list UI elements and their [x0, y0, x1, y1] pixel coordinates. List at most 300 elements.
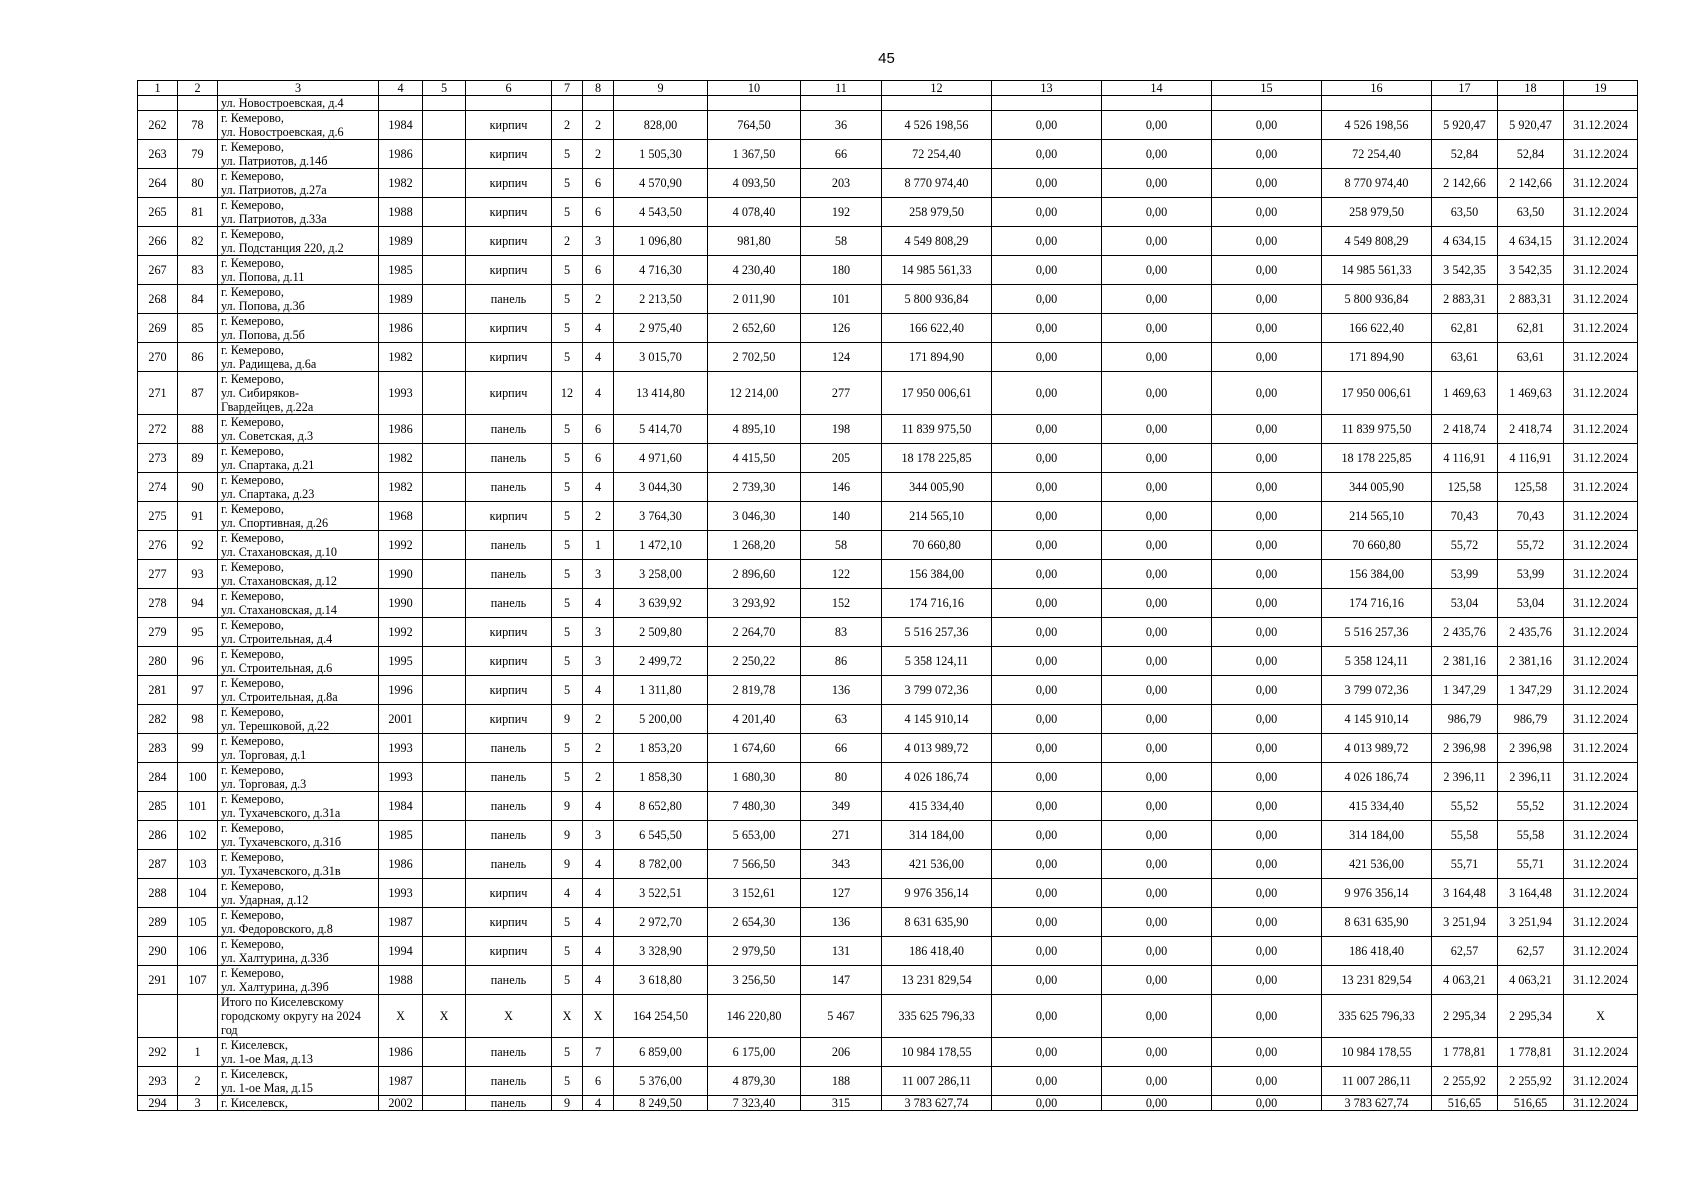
- address-line: ул. Спартака, д.21: [221, 458, 315, 472]
- address-line: ул. Радищева, д.6а: [221, 357, 317, 371]
- deadline: 31.12.2024: [1564, 198, 1638, 227]
- area-total: 5 376,00: [614, 1067, 708, 1096]
- entrances: 4: [583, 473, 614, 502]
- funds-16: 344 005,90: [1322, 473, 1432, 502]
- funds-16: 18 178 225,85: [1322, 444, 1432, 473]
- row-number: 287: [138, 850, 178, 879]
- funds-13: 0,00: [992, 1096, 1102, 1111]
- row-number: 279: [138, 618, 178, 647]
- area-total: 6 859,00: [614, 1038, 708, 1067]
- area-total: 3 015,70: [614, 343, 708, 372]
- floors: 5: [552, 285, 583, 314]
- area-living: 1 268,20: [708, 531, 801, 560]
- address-line: г. Кемерово,: [221, 198, 284, 212]
- table-row: [138, 618, 1638, 647]
- year: 1982: [379, 444, 423, 473]
- year: 1982: [379, 473, 423, 502]
- local-number: 78: [178, 111, 218, 140]
- funds-14: 0,00: [1102, 763, 1212, 792]
- deadline: 31.12.2024: [1564, 1067, 1638, 1096]
- area-living: 7 480,30: [708, 792, 801, 821]
- entrances: 2: [583, 502, 614, 531]
- address-line: г. Кемерово,: [221, 879, 284, 893]
- col-5: X: [423, 995, 466, 1038]
- local-number: 86: [178, 343, 218, 372]
- wall-material: панель: [466, 1038, 552, 1067]
- deadline: 31.12.2024: [1564, 111, 1638, 140]
- cost-per-sqm-18: 3 164,48: [1498, 879, 1564, 908]
- funds-16: 70 660,80: [1322, 531, 1432, 560]
- funds-13: 0,00: [992, 821, 1102, 850]
- local-number: 90: [178, 473, 218, 502]
- local-number: 80: [178, 169, 218, 198]
- table-row: [138, 285, 1638, 314]
- residents: 180: [801, 256, 882, 285]
- entrances: 4: [583, 343, 614, 372]
- funds-16: 11 839 975,50: [1322, 415, 1432, 444]
- table-row: [138, 676, 1638, 705]
- cost-per-sqm-17: 3 164,48: [1432, 879, 1498, 908]
- row-number: 274: [138, 473, 178, 502]
- funds-16: 4 013 989,72: [1322, 734, 1432, 763]
- deadline: 31.12.2024: [1564, 444, 1638, 473]
- cost-total: 11 007 286,11: [882, 1067, 992, 1096]
- address-line: ул. Стахановская, д.14: [221, 603, 337, 617]
- area-total: 164 254,50: [614, 995, 708, 1038]
- funds-15: 0,00: [1212, 256, 1322, 285]
- funds-16: 335 625 796,33: [1322, 995, 1432, 1038]
- local-number: 1: [178, 1038, 218, 1067]
- cost-total: 3 799 072,36: [882, 676, 992, 705]
- address: [218, 314, 379, 343]
- address-line: г. Кемерово,: [221, 111, 284, 125]
- address: [218, 966, 379, 995]
- table-row: [138, 198, 1638, 227]
- area-living: 6 175,00: [708, 1038, 801, 1067]
- address-line: ул. Попова, д.11: [221, 270, 305, 284]
- funds-15: 0,00: [1212, 444, 1322, 473]
- funds-14: 0,00: [1102, 314, 1212, 343]
- row-number: 294: [138, 1096, 178, 1111]
- cost-per-sqm-17: 2 295,34: [1432, 995, 1498, 1038]
- address-line: г. Кемерово,: [221, 140, 284, 154]
- year: 2001: [379, 705, 423, 734]
- table-row: [138, 1096, 1638, 1111]
- area-total: 2 499,72: [614, 647, 708, 676]
- funds-15: 0,00: [1212, 1096, 1322, 1111]
- cost-total: 171 894,90: [882, 343, 992, 372]
- address-line: ул. Торговая, д.3: [221, 777, 307, 791]
- area-total: 1 505,30: [614, 140, 708, 169]
- cost-total: 8 631 635,90: [882, 908, 992, 937]
- address: [218, 140, 379, 169]
- funds-15: 0,00: [1212, 415, 1322, 444]
- cost-total: 3 783 627,74: [882, 1096, 992, 1111]
- floors: 5: [552, 169, 583, 198]
- column-number-16: 16: [1322, 81, 1432, 96]
- local-number: 93: [178, 560, 218, 589]
- year: 1986: [379, 850, 423, 879]
- funds-15: 0,00: [1212, 647, 1322, 676]
- local-number: 97: [178, 676, 218, 705]
- address: [218, 343, 379, 372]
- floors: 9: [552, 850, 583, 879]
- area-total: 4 971,60: [614, 444, 708, 473]
- funds-13: 0,00: [992, 1038, 1102, 1067]
- area-total: 1 858,30: [614, 763, 708, 792]
- funds-15: 0,00: [1212, 314, 1322, 343]
- residents: 131: [801, 937, 882, 966]
- address-line: ул. Тухачевского, д.31а: [221, 806, 341, 820]
- funds-14: 0,00: [1102, 850, 1212, 879]
- address-line: ул. Торговая, д.1: [221, 748, 307, 762]
- row-number: 291: [138, 966, 178, 995]
- column-number-4: 4: [379, 81, 423, 96]
- column-number-12: 12: [882, 81, 992, 96]
- address: [218, 473, 379, 502]
- year: 1996: [379, 676, 423, 705]
- year: 1984: [379, 111, 423, 140]
- cost-per-sqm-17: 63,50: [1432, 198, 1498, 227]
- area-living: 4 879,30: [708, 1067, 801, 1096]
- cost-total: 5 358 124,11: [882, 647, 992, 676]
- entrances: 6: [583, 256, 614, 285]
- funds-16: 5 358 124,11: [1322, 647, 1432, 676]
- funds-14: 0,00: [1102, 734, 1212, 763]
- funds-15: 0,00: [1212, 227, 1322, 256]
- cost-per-sqm-17: 2 435,76: [1432, 618, 1498, 647]
- funds-15: 0,00: [1212, 343, 1322, 372]
- address-line: г. Кемерово,: [221, 473, 284, 487]
- cost-per-sqm-18: 62,57: [1498, 937, 1564, 966]
- row-number: 283: [138, 734, 178, 763]
- column-number-7: 7: [552, 81, 583, 96]
- cost-per-sqm-17: 5 920,47: [1432, 111, 1498, 140]
- entrances: 3: [583, 647, 614, 676]
- area-total: 8 782,00: [614, 850, 708, 879]
- deadline: 31.12.2024: [1564, 647, 1638, 676]
- address: [218, 531, 379, 560]
- deadline: 31.12.2024: [1564, 343, 1638, 372]
- table-row: [138, 821, 1638, 850]
- entrances: 2: [583, 763, 614, 792]
- cost-per-sqm-18: 2 381,16: [1498, 647, 1564, 676]
- residents: 315: [801, 1096, 882, 1111]
- continuation-row: [138, 96, 1638, 111]
- area-living: 3 293,92: [708, 589, 801, 618]
- col-5: [423, 343, 466, 372]
- floors: 5: [552, 256, 583, 285]
- funds-16: 258 979,50: [1322, 198, 1432, 227]
- deadline: 31.12.2024: [1564, 560, 1638, 589]
- cost-per-sqm-18: 52,84: [1498, 140, 1564, 169]
- floors: 5: [552, 560, 583, 589]
- wall-material: кирпич: [466, 227, 552, 256]
- page-number: 45: [878, 50, 895, 67]
- deadline: 31.12.2024: [1564, 705, 1638, 734]
- funds-15: 0,00: [1212, 140, 1322, 169]
- wall-material: панель: [466, 763, 552, 792]
- empty-cell: [423, 96, 466, 111]
- residents: 205: [801, 444, 882, 473]
- funds-14: 0,00: [1102, 1038, 1212, 1067]
- funds-16: 314 184,00: [1322, 821, 1432, 850]
- entrances: 3: [583, 618, 614, 647]
- cost-per-sqm-18: 2 418,74: [1498, 415, 1564, 444]
- entrances: 4: [583, 792, 614, 821]
- area-total: 3 328,90: [614, 937, 708, 966]
- funds-16: 72 254,40: [1322, 140, 1432, 169]
- total-row: [138, 995, 1638, 1038]
- col-5: [423, 256, 466, 285]
- residents: 136: [801, 676, 882, 705]
- residents: 122: [801, 560, 882, 589]
- funds-13: 0,00: [992, 850, 1102, 879]
- area-living: 3 046,30: [708, 502, 801, 531]
- entrances: 4: [583, 937, 614, 966]
- empty-cell: [379, 96, 423, 111]
- address-line: ул. Строительная, д.4: [221, 632, 333, 646]
- address-line: ул. Советская, д.3: [221, 429, 314, 443]
- cost-total: 415 334,40: [882, 792, 992, 821]
- wall-material: кирпич: [466, 879, 552, 908]
- cost-per-sqm-17: 4 116,91: [1432, 444, 1498, 473]
- empty-cell: [1102, 96, 1212, 111]
- funds-13: 0,00: [992, 140, 1102, 169]
- table-row: [138, 372, 1638, 415]
- wall-material: кирпич: [466, 111, 552, 140]
- address: [218, 1067, 379, 1096]
- year: 1990: [379, 589, 423, 618]
- funds-13: 0,00: [992, 502, 1102, 531]
- col-5: [423, 1096, 466, 1111]
- column-number-3: 3: [218, 81, 379, 96]
- residents: 127: [801, 879, 882, 908]
- wall-material: кирпич: [466, 705, 552, 734]
- col-5: [423, 560, 466, 589]
- area-total: 4 543,50: [614, 198, 708, 227]
- deadline: 31.12.2024: [1564, 473, 1638, 502]
- address: [218, 618, 379, 647]
- cost-per-sqm-17: 55,58: [1432, 821, 1498, 850]
- deadline: 31.12.2024: [1564, 1096, 1638, 1111]
- local-number: 94: [178, 589, 218, 618]
- cost-total: 4 013 989,72: [882, 734, 992, 763]
- empty-cell: [992, 96, 1102, 111]
- col-5: [423, 937, 466, 966]
- cost-per-sqm-17: 2 142,66: [1432, 169, 1498, 198]
- table-row: [138, 792, 1638, 821]
- cost-per-sqm-17: 1 347,29: [1432, 676, 1498, 705]
- local-number: 106: [178, 937, 218, 966]
- column-number-15: 15: [1212, 81, 1322, 96]
- residents: 124: [801, 343, 882, 372]
- funds-16: 14 985 561,33: [1322, 256, 1432, 285]
- local-number: 99: [178, 734, 218, 763]
- col-5: [423, 676, 466, 705]
- row-number: 264: [138, 169, 178, 198]
- cost-per-sqm-18: 53,04: [1498, 589, 1564, 618]
- floors: 5: [552, 763, 583, 792]
- funds-15: 0,00: [1212, 937, 1322, 966]
- year: 1988: [379, 966, 423, 995]
- cost-per-sqm-18: 4 116,91: [1498, 444, 1564, 473]
- wall-material: панель: [466, 821, 552, 850]
- empty-cell: [552, 96, 583, 111]
- address-line: г. Киселевск,: [221, 1038, 288, 1052]
- funds-16: 186 418,40: [1322, 937, 1432, 966]
- residents: 146: [801, 473, 882, 502]
- table-row: [138, 937, 1638, 966]
- funds-14: 0,00: [1102, 966, 1212, 995]
- table-row: [138, 140, 1638, 169]
- year: 1988: [379, 198, 423, 227]
- empty-cell: [1212, 96, 1322, 111]
- address: [218, 908, 379, 937]
- funds-13: 0,00: [992, 879, 1102, 908]
- cost-per-sqm-17: 2 396,98: [1432, 734, 1498, 763]
- col-5: [423, 879, 466, 908]
- funds-14: 0,00: [1102, 821, 1212, 850]
- address: [218, 415, 379, 444]
- wall-material: панель: [466, 415, 552, 444]
- year: 1987: [379, 1067, 423, 1096]
- cost-per-sqm-17: 52,84: [1432, 140, 1498, 169]
- funds-15: 0,00: [1212, 995, 1322, 1038]
- cost-per-sqm-18: 1 469,63: [1498, 372, 1564, 415]
- funds-13: 0,00: [992, 618, 1102, 647]
- address-line: ул. 1-ое Мая, д.15: [221, 1081, 313, 1095]
- address: [218, 1038, 379, 1067]
- col-5: [423, 850, 466, 879]
- cost-total: 17 950 006,61: [882, 372, 992, 415]
- funds-13: 0,00: [992, 314, 1102, 343]
- row-number: 262: [138, 111, 178, 140]
- col-5: [423, 1038, 466, 1067]
- address: [218, 372, 379, 415]
- funds-13: 0,00: [992, 169, 1102, 198]
- local-number: 98: [178, 705, 218, 734]
- cost-per-sqm-17: 1 469,63: [1432, 372, 1498, 415]
- empty-cell: [1498, 96, 1564, 111]
- year: 1992: [379, 531, 423, 560]
- local-number: 79: [178, 140, 218, 169]
- floors: 5: [552, 343, 583, 372]
- floors: 5: [552, 618, 583, 647]
- col-5: [423, 705, 466, 734]
- entrances: 4: [583, 314, 614, 343]
- funds-15: 0,00: [1212, 1038, 1322, 1067]
- area-total: 828,00: [614, 111, 708, 140]
- funds-15: 0,00: [1212, 850, 1322, 879]
- row-number: 271: [138, 372, 178, 415]
- table-row: [138, 1038, 1638, 1067]
- cost-per-sqm-17: 2 255,92: [1432, 1067, 1498, 1096]
- funds-16: 9 976 356,14: [1322, 879, 1432, 908]
- funds-16: 5 800 936,84: [1322, 285, 1432, 314]
- funds-16: 5 516 257,36: [1322, 618, 1432, 647]
- floors: 5: [552, 502, 583, 531]
- funds-14: 0,00: [1102, 444, 1212, 473]
- cost-per-sqm-17: 62,81: [1432, 314, 1498, 343]
- address-line: г. Кемерово,: [221, 415, 284, 429]
- deadline: 31.12.2024: [1564, 314, 1638, 343]
- area-living: 12 214,00: [708, 372, 801, 415]
- address-line: г. Кемерово,: [221, 966, 284, 980]
- floors: 5: [552, 531, 583, 560]
- address-line: ул. Спартака, д.23: [221, 487, 315, 501]
- address-line: г. Кемерово,: [221, 560, 284, 574]
- address: [218, 111, 379, 140]
- cost-per-sqm-17: 4 063,21: [1432, 966, 1498, 995]
- address-line: г. Кемерово,: [221, 169, 284, 183]
- cost-total: 9 976 356,14: [882, 879, 992, 908]
- address: [218, 502, 379, 531]
- address-line: ул. Стахановская, д.10: [221, 545, 337, 559]
- funds-13: 0,00: [992, 676, 1102, 705]
- residents: 66: [801, 140, 882, 169]
- cost-per-sqm-17: 125,58: [1432, 473, 1498, 502]
- residents: 86: [801, 647, 882, 676]
- year: 1989: [379, 227, 423, 256]
- floors: 5: [552, 473, 583, 502]
- funds-13: 0,00: [992, 647, 1102, 676]
- funds-13: 0,00: [992, 792, 1102, 821]
- wall-material: панель: [466, 966, 552, 995]
- funds-14: 0,00: [1102, 198, 1212, 227]
- entrances: 2: [583, 734, 614, 763]
- empty-cell: [466, 96, 552, 111]
- address: [218, 589, 379, 618]
- funds-16: 171 894,90: [1322, 343, 1432, 372]
- row-number: [138, 995, 178, 1038]
- cost-total: 258 979,50: [882, 198, 992, 227]
- residents: 36: [801, 111, 882, 140]
- row-number: 278: [138, 589, 178, 618]
- row-number: 268: [138, 285, 178, 314]
- cost-per-sqm-18: 62,81: [1498, 314, 1564, 343]
- funds-14: 0,00: [1102, 502, 1212, 531]
- cost-total: 10 984 178,55: [882, 1038, 992, 1067]
- funds-16: 421 536,00: [1322, 850, 1432, 879]
- column-number-11: 11: [801, 81, 882, 96]
- address-line: ул. Сибиряков-: [221, 386, 300, 400]
- col-5: [423, 908, 466, 937]
- area-total: 3 639,92: [614, 589, 708, 618]
- address-line: г. Кемерово,: [221, 618, 284, 632]
- residents: 188: [801, 1067, 882, 1096]
- year: 1985: [379, 821, 423, 850]
- funds-15: 0,00: [1212, 966, 1322, 995]
- row-number: 265: [138, 198, 178, 227]
- column-number-5: 5: [423, 81, 466, 96]
- cost-per-sqm-18: 55,72: [1498, 531, 1564, 560]
- floors: 5: [552, 1038, 583, 1067]
- address-line: г. Кемерово,: [221, 227, 284, 241]
- cost-per-sqm-18: 2 883,31: [1498, 285, 1564, 314]
- cost-total: 5 516 257,36: [882, 618, 992, 647]
- floors: X: [552, 995, 583, 1038]
- empty-cell: [1432, 96, 1498, 111]
- entrances: 4: [583, 676, 614, 705]
- col-5: [423, 502, 466, 531]
- area-living: 4 078,40: [708, 198, 801, 227]
- deadline: 31.12.2024: [1564, 879, 1638, 908]
- funds-13: 0,00: [992, 415, 1102, 444]
- table-row: [138, 111, 1638, 140]
- funds-15: 0,00: [1212, 821, 1322, 850]
- area-living: 2 739,30: [708, 473, 801, 502]
